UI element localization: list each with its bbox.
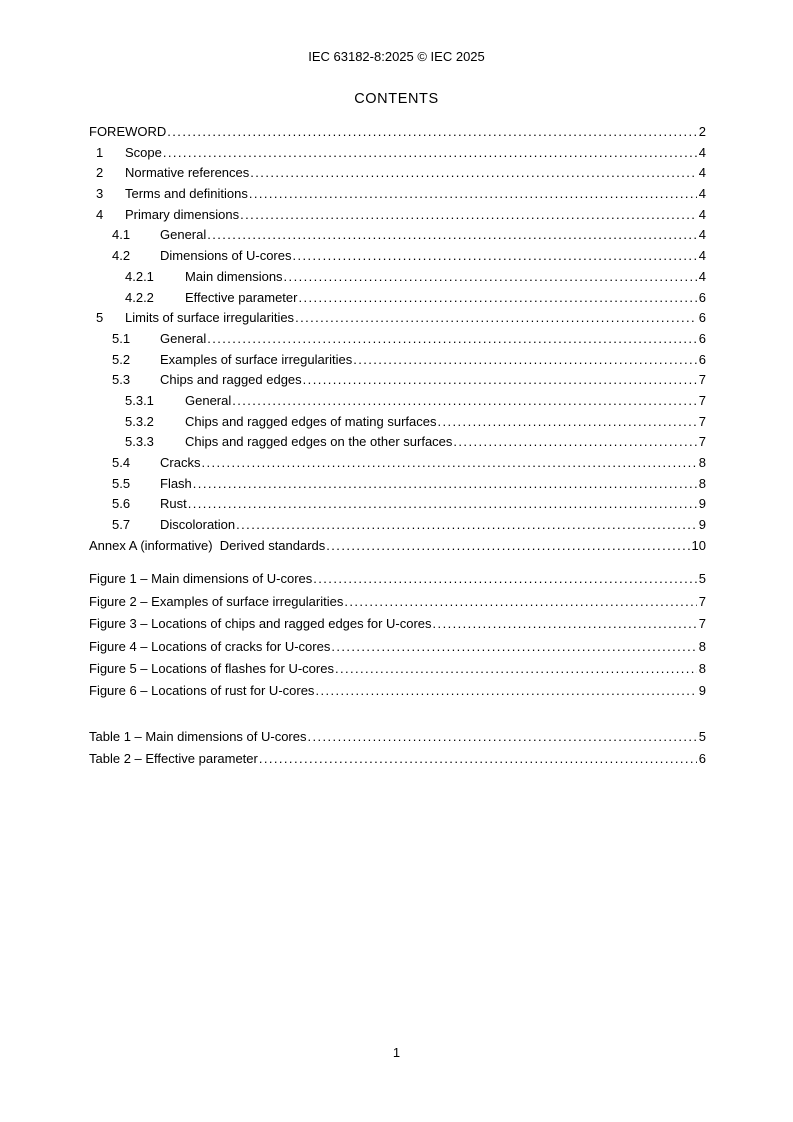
toc-entry-cracks[interactable]	[89, 453, 706, 474]
toc-entry-foreword[interactable]	[89, 122, 706, 143]
toc-entry-number: 5.2	[112, 351, 131, 367]
toc-entry-table-1[interactable]	[89, 726, 706, 748]
toc-entry-limits-surface-irregularities[interactable]	[89, 308, 706, 329]
toc-entry-rust[interactable]	[89, 494, 706, 515]
toc-entry-page: 6	[698, 351, 706, 367]
toc-entry-label: FOREWORD	[89, 124, 167, 139]
toc-tables-list	[89, 726, 706, 771]
toc-entry-page: 10	[691, 537, 706, 553]
toc-entry-page: 7	[698, 593, 706, 609]
toc-entry-label: Scope	[125, 144, 162, 160]
toc-entry-figure-5[interactable]	[89, 658, 706, 680]
toc-entry-label: Chips and ragged edges on the other surfaces	[185, 434, 453, 450]
toc-entry-number: 5.1	[112, 330, 131, 346]
toc-entry-label: Figure 6 – Locations of rust for U-cores	[89, 683, 315, 699]
toc-entry-number: 4.2	[112, 248, 131, 264]
dot-leader	[207, 329, 697, 350]
contents-title: CONTENTS	[354, 91, 439, 107]
toc-entry-label: Discoloration	[160, 517, 236, 533]
toc-entry-figure-6[interactable]	[89, 680, 706, 702]
toc-entry-label: Figure 1 – Main dimensions of U-cores	[89, 571, 313, 587]
toc-entry-page: 4	[698, 206, 706, 222]
toc-entry-terms-definitions[interactable]	[89, 184, 706, 205]
toc-entry-chips-other-surfaces[interactable]	[89, 432, 706, 453]
toc-entry-chips-ragged-edges[interactable]	[89, 370, 706, 391]
toc-entry-number: 4.2.2	[125, 289, 154, 305]
toc-entry-number: 5	[96, 310, 104, 326]
toc-entry-label: Limits of surface irregularities	[125, 310, 295, 326]
toc-entry-label: Examples of surface irregularities	[160, 351, 353, 367]
dot-leader	[326, 536, 689, 557]
dot-leader	[259, 748, 697, 770]
toc-entry-label: General	[185, 392, 232, 408]
toc-entry-label: Rust	[160, 496, 187, 512]
toc-entry-number: 5.3.3	[125, 434, 154, 450]
toc-entry-label: Figure 2 – Examples of surface irregularities	[89, 593, 344, 609]
toc-entry-page: 7	[698, 372, 706, 388]
toc-figures-list	[89, 568, 706, 702]
toc-entry-number: 4.2.1	[125, 268, 154, 284]
toc-entry-number: 5.3.2	[125, 413, 154, 429]
toc-entry-scope[interactable]	[89, 143, 706, 164]
toc-entry-table-2[interactable]	[89, 748, 706, 770]
dot-leader	[250, 163, 696, 184]
toc-entry-label: Figure 5 – Locations of flashes for U-cores	[89, 661, 334, 676]
toc-entry-page: 9	[698, 517, 706, 533]
toc-entry-page: 2	[698, 124, 706, 139]
dot-leader	[232, 391, 697, 412]
toc-entry-figure-2[interactable]	[89, 591, 706, 613]
toc-entry-page: 5	[698, 571, 706, 587]
toc-entry-number: 5.7	[112, 517, 131, 533]
toc-entry-page: 7	[698, 413, 706, 429]
toc-entry-annex-a[interactable]	[89, 536, 706, 557]
toc-entry-number: 5.5	[112, 475, 131, 491]
toc-entry-number: 2	[96, 165, 104, 181]
dot-leader	[167, 122, 696, 143]
toc-entry-number: 1	[96, 144, 104, 160]
toc-entry-label: General	[160, 330, 207, 346]
dot-leader	[331, 636, 696, 658]
toc-entry-label: Flash	[160, 475, 192, 491]
toc-entry-label: General	[160, 227, 207, 243]
toc-entry-normative-references[interactable]	[89, 163, 706, 184]
toc-entry-label: Primary dimensions	[125, 206, 240, 222]
toc-entry-page: 4	[698, 227, 706, 243]
toc-entry-primary-dimensions[interactable]	[89, 205, 706, 226]
toc-entry-page: 9	[698, 496, 706, 512]
toc-entry-label: Figure 4 – Locations of cracks for U-cores	[89, 638, 331, 654]
dot-leader	[315, 680, 696, 702]
toc-main-list	[89, 122, 706, 556]
toc-entry-label: Main dimensions	[185, 268, 283, 284]
toc-entry-label: Effective parameter	[185, 289, 298, 305]
toc-entry-label: Table 1 – Main dimensions of U-cores	[89, 728, 307, 744]
toc-entry-page: 7	[698, 434, 706, 450]
dot-leader	[240, 205, 697, 226]
toc-entry-page: 4	[698, 144, 706, 160]
toc-entry-discoloration[interactable]	[89, 515, 706, 536]
toc-entry-dimensions-of-u-cores[interactable]	[89, 246, 706, 267]
toc-entry-label: Cracks	[160, 455, 201, 470]
dot-leader	[163, 143, 697, 164]
dot-leader	[284, 267, 697, 288]
toc-entry-page: 5	[698, 728, 706, 744]
toc-entry-page: 8	[698, 455, 706, 470]
toc-entry-page: 6	[698, 310, 706, 326]
toc-entry-number: 5.3	[112, 372, 131, 388]
toc-entry-main-dimensions[interactable]	[89, 267, 706, 288]
dot-leader	[438, 412, 697, 433]
dot-leader	[353, 350, 697, 371]
dot-leader	[295, 308, 697, 329]
dot-leader	[433, 613, 697, 635]
toc-entry-page: 6	[698, 330, 706, 346]
page-header: IEC 63182-8:2025 © IEC 2025	[308, 49, 485, 64]
table-of-contents	[89, 122, 706, 771]
toc-entry-label: Chips and ragged edges of mating surfaces	[185, 413, 437, 429]
dot-leader	[298, 288, 696, 309]
toc-entry-page: 6	[698, 751, 706, 767]
toc-entry-page: 7	[698, 392, 706, 408]
toc-entry-page: 4	[698, 268, 706, 284]
toc-entry-label: Terms and definitions	[125, 186, 248, 202]
toc-entry-5-1-general[interactable]	[89, 329, 706, 350]
toc-entry-page: 8	[698, 661, 706, 676]
dot-leader	[207, 225, 697, 246]
toc-entry-page: 4	[698, 248, 706, 264]
toc-entry-figure-3[interactable]	[89, 613, 706, 635]
toc-entry-5-3-1-general[interactable]	[89, 391, 706, 412]
toc-entry-effective-parameter[interactable]	[89, 288, 706, 309]
toc-entry-page: 4	[698, 165, 706, 181]
toc-entry-figure-4[interactable]	[89, 636, 706, 658]
dot-leader	[453, 432, 696, 453]
toc-entry-number: 4	[96, 206, 104, 222]
dot-leader	[313, 568, 697, 590]
dot-leader	[193, 474, 697, 495]
dot-leader	[308, 726, 697, 748]
toc-entry-page: 4	[698, 186, 706, 202]
toc-entry-flash[interactable]	[89, 474, 706, 495]
toc-entry-page: 9	[698, 683, 706, 699]
dot-leader	[201, 453, 696, 474]
toc-entry-number: 5.4	[112, 455, 131, 470]
toc-entry-number: 5.6	[112, 496, 131, 512]
toc-entry-label: Normative references	[125, 165, 250, 181]
toc-entry-page: 8	[698, 638, 706, 654]
toc-entry-label: Annex A (informative) Derived standards	[89, 537, 326, 553]
toc-entry-page: 7	[698, 616, 706, 632]
toc-entry-page: 6	[698, 289, 706, 305]
toc-entry-label: Dimensions of U-cores	[160, 248, 292, 264]
dot-leader	[236, 515, 697, 536]
dot-leader	[303, 370, 697, 391]
toc-entry-number: 3	[96, 186, 104, 202]
dot-leader	[335, 658, 697, 680]
dot-leader	[188, 494, 697, 515]
toc-entry-number: 4.1	[112, 227, 131, 243]
page-number-footer: 1	[392, 1045, 401, 1060]
toc-entry-label: Figure 3 – Locations of chips and ragged edges for U-cores	[89, 616, 432, 632]
toc-entry-label: Chips and ragged edges	[160, 372, 302, 388]
dot-leader	[344, 591, 696, 613]
dot-leader	[293, 246, 697, 267]
toc-entry-number: 5.3.1	[125, 392, 154, 408]
toc-entry-examples-surface-irregularities[interactable]	[89, 350, 706, 371]
toc-entry-label: Table 2 – Effective parameter	[89, 751, 258, 767]
toc-entry-figure-1[interactable]	[89, 568, 706, 590]
toc-entry-chips-mating-surfaces[interactable]	[89, 412, 706, 433]
toc-entry-page: 8	[698, 475, 706, 491]
toc-entry-4-1-general[interactable]	[89, 225, 706, 246]
dot-leader	[249, 184, 697, 205]
